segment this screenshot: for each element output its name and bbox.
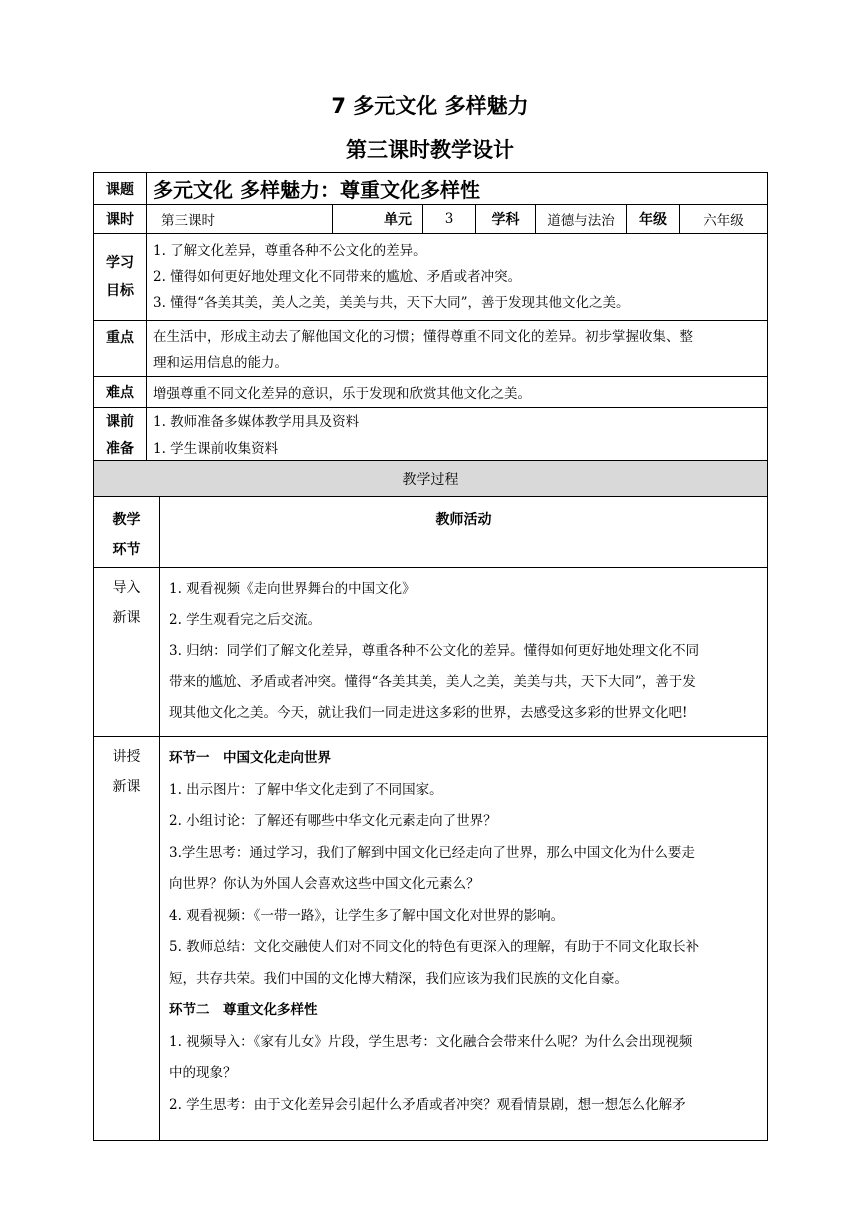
prep-item: 1. 教师准备多媒体教学用具及资料 xyxy=(153,414,360,430)
goals-label xyxy=(94,234,147,321)
unit-label: 单元 xyxy=(333,205,423,234)
intro-line: 1. 观看视频《走向世界舞台的中国文化》 xyxy=(169,581,416,597)
topic-value: 多元文化 多样魅力：尊重文化多样性 xyxy=(147,173,768,205)
document-title: 7 多元文化 多样魅力 xyxy=(331,94,529,118)
section-two-line: 2. 学生思考：由于文化差异会引起什么矛盾或者冲突？观看情景剧，想一想怎么化解矛 xyxy=(169,1096,686,1113)
prep-content xyxy=(147,408,768,464)
period-value: 第三课时 xyxy=(147,205,333,234)
section-two-title: 环节二 尊重文化多样性 xyxy=(169,1002,318,1018)
goals-content xyxy=(147,234,768,321)
unit-value: 3 xyxy=(423,205,476,234)
period-label: 课时 xyxy=(94,205,147,234)
key-line: 理和运用信息的能力。 xyxy=(153,355,288,371)
teaching-process-table xyxy=(93,460,768,1141)
teach-content xyxy=(160,737,768,1141)
activity-label: 教师活动 xyxy=(160,497,768,568)
key-line: 在生活中，形成主动去了解他国文化的习惯；懂得尊重不同文化的差异。初步掌握收集、整 xyxy=(153,329,693,345)
section-one-line: 5. 教师总结：文化交融使人们对不同文化的特色有更深入的理解，有助于不同文化取长补 xyxy=(169,939,700,955)
process-header: 教学过程 xyxy=(94,461,768,497)
goal-item: 3. 懂得“各美其美，美人之美，美美与共，天下大同”，善于发现其他文化之美。 xyxy=(153,295,630,311)
section-one-title: 环节一 中国文化走向世界 xyxy=(169,750,331,766)
intro-label xyxy=(94,568,160,737)
intro-line: 现其他文化之美。今天，就让我们一同走进这多彩的世界，去感受这多彩的世界文化吧! xyxy=(169,705,688,721)
prep-item: 1. 学生课前收集资料 xyxy=(153,441,279,457)
goal-item: 2. 懂得如何更好地处理文化不同带来的尴尬、矛盾或者冲突。 xyxy=(153,269,522,285)
teach-label-line2: 新课 xyxy=(112,779,141,795)
stage-label-line2: 环节 xyxy=(112,542,141,558)
section-one-line: 3.学生思考：通过学习，我们了解到中国文化已经走向了世界，那么中国文化为什么要走 xyxy=(169,844,695,861)
prep-label xyxy=(94,408,147,464)
difficulty-label: 难点 xyxy=(94,377,147,408)
section-two-line: 1. 视频导入：《家有儿女》片段，学生思考：文化融合会带来什么呢？为什么会出现视频 xyxy=(169,1033,693,1050)
goal-item: 1. 了解文化差异，尊重各种不公文化的差异。 xyxy=(153,243,427,259)
difficulty-content: 增强尊重不同文化差异的意识，乐于发现和欣赏其他文化之美。 xyxy=(147,377,768,408)
prep-label-line1: 课前 xyxy=(106,413,134,430)
intro-content xyxy=(160,568,768,737)
key-label: 重点 xyxy=(94,321,147,377)
topic-label: 课题 xyxy=(94,173,147,205)
section-one-line: 2. 小组讨论：了解还有哪些中华文化元素走向了世界？ xyxy=(169,813,497,829)
section-one-line: 向世界？你认为外国人会喜欢这些中国文化元素么？ xyxy=(169,876,480,892)
teach-label xyxy=(94,737,160,1141)
key-content xyxy=(147,321,768,377)
subject-value: 道德与法治 xyxy=(536,205,627,234)
intro-line: 带来的尴尬、矛盾或者冲突。懂得“各美其美，美人之美，美美与共，天下大同”，善于发 xyxy=(169,674,696,690)
intro-line: 3. 归纳：同学们了解文化差异，尊重各种不公文化的差异。懂得如何更好地处理文化不同 xyxy=(169,643,700,659)
subject-label: 学科 xyxy=(476,205,536,234)
teach-label-line1: 讲授 xyxy=(112,749,141,765)
section-two-line: 中的现象？ xyxy=(169,1065,237,1081)
intro-label-line2: 新课 xyxy=(112,610,141,626)
section-one-line: 1. 出示图片：了解中华文化走到了不同国家。 xyxy=(169,781,443,798)
grade-value: 六年级 xyxy=(680,205,768,234)
stage-label-line1: 教学 xyxy=(112,512,141,528)
section-one-line: 4. 观看视频：《一带一路》，让学生多了解中国文化对世界的影响。 xyxy=(169,907,565,924)
goals-label-line1: 学习 xyxy=(106,255,134,271)
intro-line: 2. 学生观看完之后交流。 xyxy=(169,612,322,628)
prep-label-line2: 准备 xyxy=(106,440,134,457)
grade-label: 年级 xyxy=(627,205,680,234)
intro-label-line1: 导入 xyxy=(112,580,141,596)
goals-label-line2: 目标 xyxy=(106,283,134,299)
stage-label xyxy=(94,497,160,568)
section-one-line: 短，共存共荣。我们中国的文化博大精深，我们应该为我们民族的文化自豪。 xyxy=(169,970,628,987)
document-subtitle: 第三课时教学设计 xyxy=(346,138,514,162)
lesson-info-table xyxy=(93,172,768,464)
